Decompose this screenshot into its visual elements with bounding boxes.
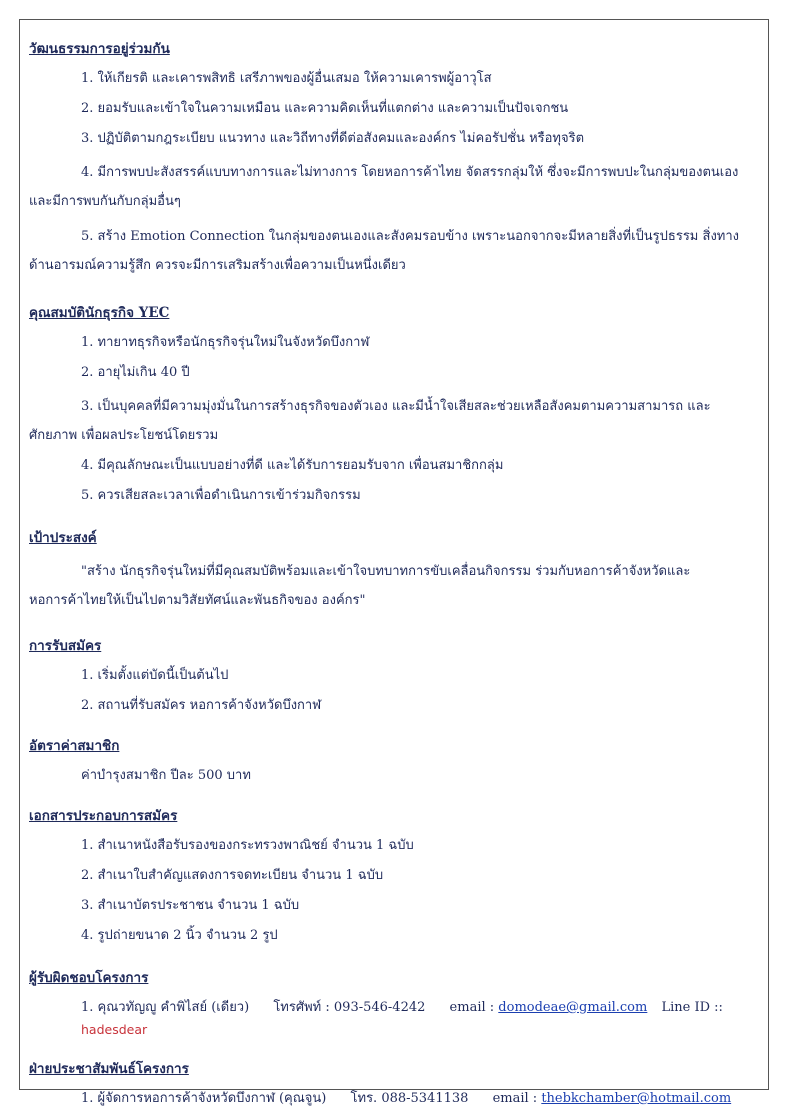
pr-email-link[interactable]: thebkchamber@hotmail.com [541,1091,732,1106]
section-heading-application: การรับสมัคร [29,638,102,654]
pr-name: 1. ผู้จัดการหอการค้าจังหวัดบึงกาฬ (คุณจูน) [81,1091,327,1106]
section-heading-responsible: ผู้รับผิดชอบโครงการ [29,970,149,986]
section-heading-qualifications: คุณสมบัตินักธุรกิจ YEC [29,305,170,321]
section-qualifications [29,302,749,507]
fee-text: ค่าบำรุงสมาชิก ปีละ 500 บาท [81,768,251,783]
section-heading-objective: เป้าประสงค์ [29,530,97,546]
qualification-item-5: 5. ควรเสียสละเวลาเพื่อดำเนินการเข้าร่วมกิจกรรม [81,488,361,503]
qualification-item-4: 4. มีคุณลักษณะเป็นแบบอย่างที่ดี และได้รับการยอมรับจาก เพื่อนสมาชิกกลุ่ม [81,458,504,473]
document-item-1: 1. สำเนาหนังสือรับรองของกระทรวงพาณิชย์ จำนวน 1 ฉบับ [81,838,414,853]
application-item-1: 1. เริ่มตั้งแต่บัดนี้เป็นต้นไป [81,668,229,683]
section-heading-culture: วัฒนธรรมการอยู่ร่วมกัน [29,41,170,57]
section-culture [29,38,749,280]
document-item-3: 3. สำเนาบัตรประชาชน จำนวน 1 ฉบับ [81,898,300,913]
responsible-contact [29,997,749,1042]
document-item-2: 2. สำเนาใบสำคัญแสดงการจดทะเบียน จำนวน 1 ฉบับ [81,868,384,883]
section-documents [29,805,749,947]
culture-item-1: 1. ให้เกียรติ และเคารพสิทธิ เสรีภาพของผู้อื่นเสมอ ให้ความเคารพผู้อาวุโส [81,71,492,86]
culture-item-5: 5. สร้าง Emotion Connection ในกลุ่มของตนเองและสังคมรอบข้าง เพราะนอกจากจะมีหลายสิ่งที่เป็นรูปธรรม สิ่งทางด้านอารมณ์ความรู้สึก ควรจะมีการเสริมสร้างเพื่อความเป็นหนึ่งเดียว [29,229,740,273]
responsible-email-label: email : [449,1000,495,1015]
application-item-2: 2. สถานที่รับสมัคร หอการค้าจังหวัดบึงกาฬ [81,698,322,713]
section-fee [29,735,749,787]
document-item-4: 4. รูปถ่ายขนาด 2 นิ้ว จำนวน 2 รูป [81,928,278,943]
objective-text: "สร้าง นักธุรกิจรุ่นใหม่ที่มีคุณสมบัติพร้อมและเข้าใจบทบาทการขับเคลื่อนกิจกรรม ร่วมกับหอการค้าจังหวัดและหอการค้าไทยให้เป็นไปตามวิสัยทัศน์และพันธกิจของ องค์กร" [29,564,691,608]
section-heading-documents: เอกสารประกอบการสมัคร [29,808,178,824]
pr-contact [29,1088,749,1110]
section-pr [29,1058,749,1110]
qualification-item-2: 2. อายุไม่เกิน 40 ปี [81,365,190,380]
section-objective [29,527,749,615]
culture-item-4: 4. มีการพบปะสังสรรค์แบบทางการและไม่ทางการ โดยหอการค้าไทย จัดสรรกลุ่มให้ ซึ่งจะมีการพบปะในกลุ่มของตนเอง และมีการพบกันกับกลุ่มอื่นๆ [29,165,739,209]
section-application [29,635,749,717]
responsible-line-id: hadesdear [81,1022,148,1037]
responsible-phone: โทรศัพท์ : 093-546-4242 [273,1000,426,1015]
qualification-item-1: 1. ทายาทธุรกิจหรือนักธุรกิจรุ่นใหม่ในจังหวัดบึงกาฬ [81,335,370,350]
section-heading-pr: ฝ่ายประชาสัมพันธ์โครงการ [29,1061,189,1077]
document-body [29,38,749,1118]
responsible-email-link[interactable]: domodeae@gmail.com [498,1000,648,1015]
culture-item-3: 3. ปฏิบัติตามกฎระเบียบ แนวทาง และวิถีทางที่ดีต่อสังคมและองค์กร ไม่คอรัปชั่น หรือทุจริต [81,131,585,146]
qualification-item-3: 3. เป็นบุคคลที่มีความมุ่งมั่นในการสร้างธุรกิจของตัวเอง และมีน้ำใจเสียสละช่วยเหลือสังคมตามความสามารถ และศักยภาพ เพื่อผลประโยชน์โดยรวม [29,399,711,443]
section-heading-fee: อัตราค่าสมาชิก [29,738,120,754]
responsible-name: 1. คุณวทัญญู คำพิไสย์ (เดียว) [81,1000,250,1015]
pr-phone: โทร. 088-5341138 [350,1091,469,1106]
culture-item-2: 2. ยอมรับและเข้าใจในความเหมือน และความคิดเห็นที่แตกต่าง และความเป็นปัจเจกชน [81,101,569,116]
section-responsible [29,967,749,1042]
pr-email-label: email : [492,1091,538,1106]
responsible-line-label: Line ID :: [661,1000,723,1015]
